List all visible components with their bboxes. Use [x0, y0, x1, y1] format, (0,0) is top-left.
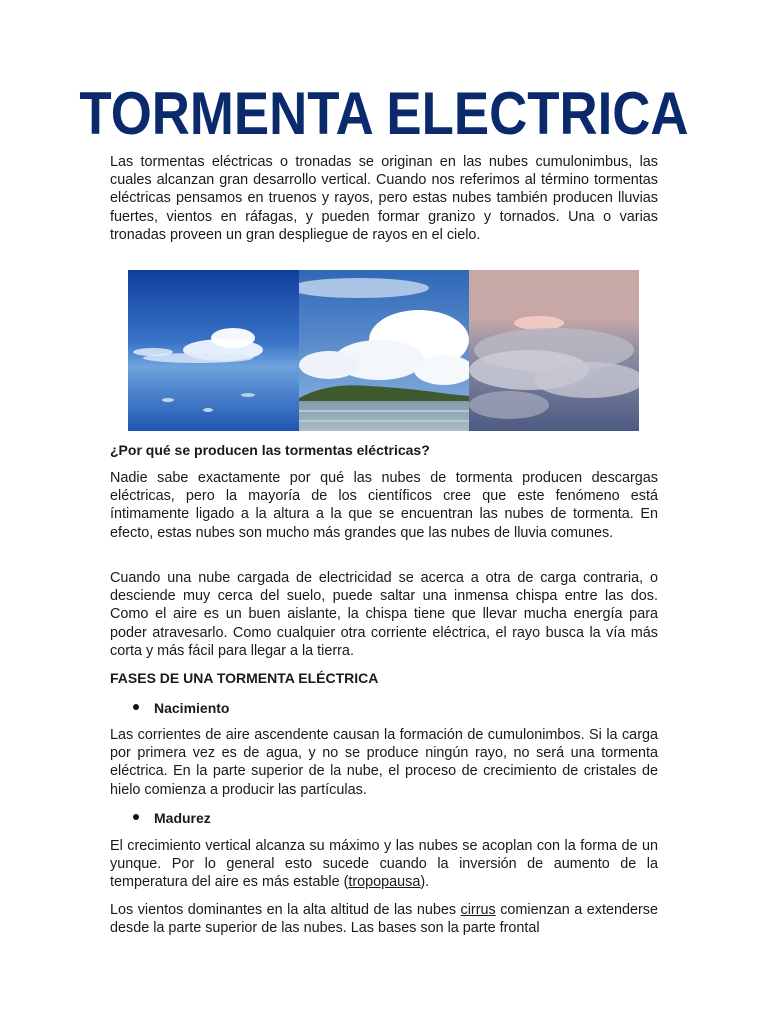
phase-item-madurez	[133, 809, 211, 827]
section-heading-question: ¿Por qué se producen las tormentas eléctricas?	[110, 442, 430, 458]
phase2-p2-text-end: comienzan a extenderse desde la parte superior de las nubes. Las bases son la parte frontal	[110, 902, 658, 937]
phase2-text: El crecimiento vertical alcanza su máximo y las nubes se acoplan con la forma de un yunque. Por lo general esto sucede cuando la inversión de aumento de la temperatura del aire es más estable (	[110, 838, 658, 891]
question-paragraph-2: Cuando una nube cargada de electricidad se acerca a otra de carga contraria, o desciende muy cerca del suelo, puede saltar una inmensa chispa entre las dos. Como el aire es un buen aislante, la chispa tiene que llevar mucha energía para poder atravesarlo. Como cualquier otra corriente eléctrica, el rayo busca la vía más corta y más fácil para llegar a la tierra.	[110, 570, 658, 659]
phase2-paragraph-2	[110, 901, 658, 937]
cumulonimbus-ocean-photo	[128, 270, 299, 431]
phase2-text-end: ).	[420, 874, 430, 891]
phase2-paragraph	[110, 837, 658, 892]
cirrus-link[interactable]: cirrus	[460, 902, 496, 918]
cloud-photo-strip	[128, 270, 639, 431]
phase2-p2-text: Los vientos dominantes en la alta altitud de las nubes	[110, 902, 461, 918]
bullet-icon	[133, 814, 139, 820]
phase1-paragraph: Las corrientes de aire ascendente causan la formación de cumulonimbos. Si la carga por primera vez es de agua, y no se produce ningún rayo, no será una tormenta eléctrica. En la parte superior de la nube, el proceso de crecimiento de cristales de hielo comienza a producir las partículas.	[110, 727, 658, 798]
bullet-icon	[133, 704, 139, 710]
section-heading-phases: FASES DE UNA TORMENTA ELÉCTRICA	[110, 670, 379, 686]
intro-paragraph: Las tormentas eléctricas o tronadas se originan en las nubes cumulonimbus, las cuales alcanzan gran desarrollo vertical. Cuando nos referimos al término tormentas eléctricas pensamos en truenos y rayos, pero estas nubes también producen lluvias fuertes, vientos en ráfagas, y pueden formar granizo y tornados. Una o varias tronadas proveen un gran despliegue de rayos en el cielo.	[110, 154, 658, 243]
phase-item-nacimiento	[133, 699, 229, 717]
sunset-clouds-photo	[469, 270, 639, 431]
clouds-island-photo	[299, 270, 469, 431]
question-paragraph-1: Nadie sabe exactamente por qué las nubes de tormenta producen descargas eléctricas, pero la mayoría de los científicos cree que este fenómeno está íntimamente ligado a la altura a la que se encuentran las nubes de tormenta. En efecto, estas nubes son mucho más grandes que las nubes de lluvia comunes.	[110, 470, 658, 541]
phase-title: Madurez	[154, 810, 211, 826]
phase-title: Nacimiento	[154, 700, 230, 716]
tropopausa-link[interactable]: tropopausa	[348, 874, 421, 891]
page-title: TORMENTA ELECTRICA	[79, 80, 689, 147]
